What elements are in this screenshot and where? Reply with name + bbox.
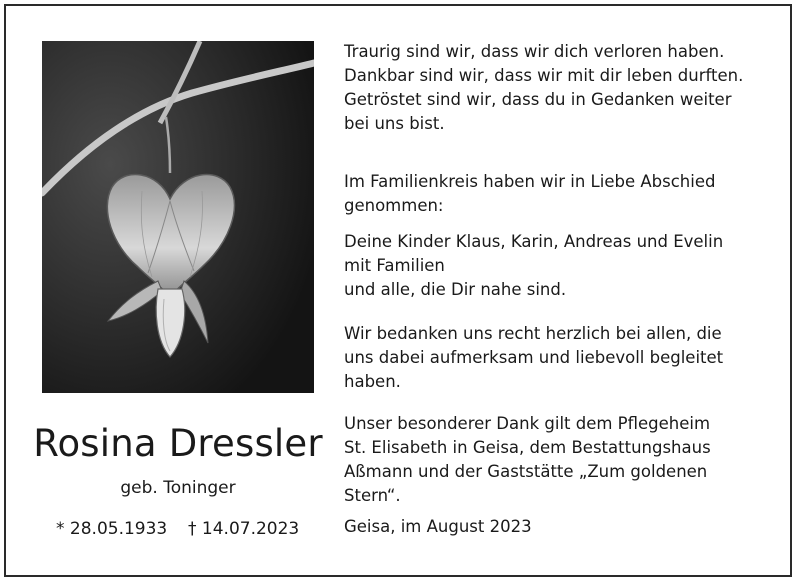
text-line: Wir bedanken uns recht herzlich bei allen, die <box>344 324 722 343</box>
text-line: haben. <box>344 372 401 391</box>
poem-block <box>344 40 764 136</box>
bleeding-heart-flower-image <box>42 41 314 393</box>
text-line: genommen: <box>344 196 444 215</box>
thanks-block <box>344 322 764 394</box>
text-line: Stern“. <box>344 486 401 505</box>
text-line: mit Familien <box>344 256 445 275</box>
special-thanks-block <box>344 412 764 508</box>
text-line: St. Elisabeth in Geisa, dem Bestattungshaus <box>344 438 711 457</box>
text-line: Unser besonderer Dank gilt dem Pflegeheim <box>344 414 711 433</box>
poem-line: Getröstet sind wir, dass du in Gedanken weiter <box>344 90 732 109</box>
text-line: Aßmann und der Gaststätte „Zum goldenen <box>344 462 708 481</box>
poem-line: Dankbar sind wir, dass wir mit dir leben durften. <box>344 66 744 85</box>
text-line: Im Familienkreis haben wir in Liebe Abschied <box>344 172 716 191</box>
place-date: Geisa, im August 2023 <box>344 517 532 536</box>
poem-line: bei uns bist. <box>344 114 445 133</box>
text-line: uns dabei aufmerksam und liebevoll begleitet <box>344 348 724 367</box>
flower-photo <box>42 41 314 393</box>
birth-date: * 28.05.1933 <box>56 519 168 539</box>
maiden-name: geb. Toninger <box>120 478 236 498</box>
death-date: † 14.07.2023 <box>188 519 300 539</box>
text-line: und alle, die Dir nahe sind. <box>344 280 567 299</box>
deceased-name: Rosina Dressler <box>33 422 323 465</box>
mourners-block <box>344 230 764 302</box>
text-line: Deine Kinder Klaus, Karin, Andreas und Evelin <box>344 232 724 251</box>
family-circle-block <box>344 170 764 218</box>
poem-line: Traurig sind wir, dass wir dich verloren haben. <box>344 42 725 61</box>
